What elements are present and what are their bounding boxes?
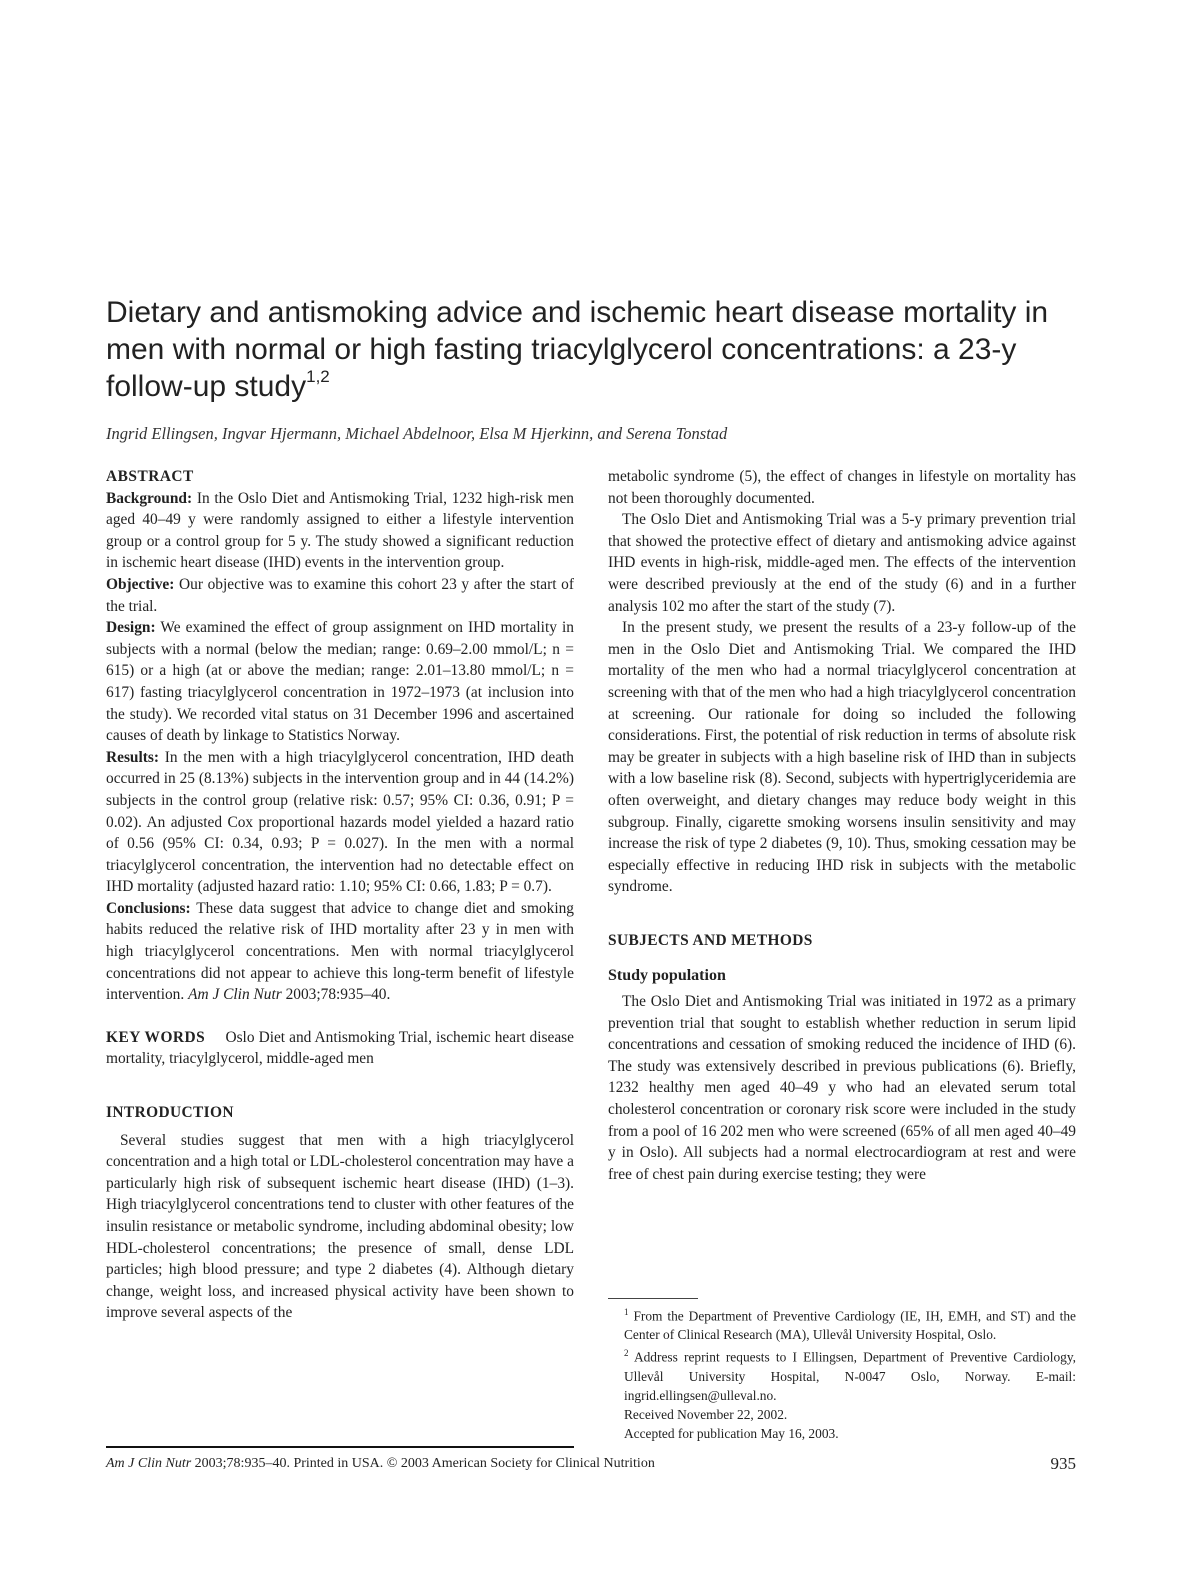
footnote-1-text: From the Department of Preventive Cardiology (IE, IH, EMH, and ST) and the Center of Clinical Research (MA), Ullevål University Hospital, Oslo. (624, 1308, 1076, 1343)
background-text: In the Oslo Diet and Antismoking Trial, 1232 high-risk men aged 40–49 y were randomly assigned to either a lifestyle intervention group or a control group for 5 y. The study showed a significant reduction in ischemic heart disease (IHD) events in the intervention group. (106, 489, 574, 572)
footnotes (608, 1298, 1076, 1443)
introduction-paragraph-1: Several studies suggest that men with a high triacylglycerol concentration and a high total or LDL-cholesterol concentration may have a particularly high risk of subsequent ischemic heart disease (IHD) (1–3). High triacylglycerol concentrations tend to cluster with other features of the insulin resistance or metabolic syndrome, including abdominal obesity; low HDL-cholesterol concentrations; the presence of small, dense LDL particles; high blood pressure; and type 2 diabetes (4). Although dietary change, weight loss, and increased physical activity have been shown to improve several aspects of the (106, 1131, 574, 1322)
methods-paragraph-1: The Oslo Diet and Antismoking Trial was initiated in 1972 as a primary prevention trial that sought to establish whether reduction in serum lipid concentrations and cessation of smoking reduced the incidence of IHD (6). The study was extensively described in previous publications (6). Briefly, 1232 healthy men aged 40–49 y who had an elevated serum total cholesterol concentration or coronary risk score were included in the study from a pool of 16 202 men who were screened (65% of all men aged 40–49 y in Oslo). All subjects had a normal electrocardiogram at rest and were free of chest pain during exercise testing; they were (608, 993, 1076, 1183)
footer-rule (106, 1446, 574, 1448)
introduction-paragraph-3: In the present study, we present the results of a 23-y follow-up of the men in the Oslo Diet and Antismoking Trial. We compared the IHD mortality of the men who had a normal triacylglycerol concentration at screening with that of the men who had a high triacylglycerol concentration at screening. Our rationale for doing so included the following considerations. First, the potential of risk reduction in terms of absolute risk may be greater in subjects with a high baseline risk of IHD than in subjects with a low baseline risk (8). Second, subjects with hypertriglyceridemia are often overweight, and dietary changes may reduce body weight in this subgroup. Finally, cigarette smoking worsens insulin sensitivity and may increase the risk of type 2 diabetes (9, 10). Thus, smoking cessation may be especially effective in reducing IHD risk in subjects with the metabolic syndrome. (608, 619, 1076, 896)
spacer (608, 951, 1076, 965)
keywords-label: KEY WORDS (106, 1028, 206, 1046)
footnote-2-text: Address reprint requests to I Ellingsen, Department of Preventive Cardiology, Ullevål University Hospital, N-0047 Oslo, Norway. E-mail: ingrid.ellingsen@ulleval.no. (624, 1349, 1077, 1403)
objective-label: Objective: (106, 575, 175, 593)
author-list: Ingrid Ellingsen, Ingvar Hjermann, Michael Abdelnoor, Elsa M Hjerkinn, and Serena Tonstad (106, 424, 728, 443)
spacer (106, 1070, 574, 1102)
abstract-results (106, 747, 574, 898)
footnote-rule (608, 1298, 698, 1299)
results-label: Results: (106, 748, 160, 766)
design-label: Design: (106, 619, 156, 637)
keywords-text: Oslo Diet and Antismoking Trial, ischemic heart disease mortality, triacylglycerol, middle-aged men (106, 1028, 574, 1068)
introduction-heading: INTRODUCTION (106, 1104, 234, 1122)
right-column (608, 466, 1076, 1185)
objective-text: Our objective was to examine this cohort 23 y after the start of the trial. (106, 575, 574, 615)
received-date: Received November 22, 2002. (624, 1406, 788, 1422)
footnote-2-mark: 2 (624, 1348, 629, 1359)
page-footer (106, 1456, 1076, 1472)
abstract-heading: ABSTRACT (106, 468, 194, 485)
abstract-background (106, 488, 574, 574)
design-text: We examined the effect of group assignment on IHD mortality in subjects with a normal (below the median; range: 0.69–2.00 mmol/L; n = 615) or a high (at or above the median; range: 2.01–13.80 mmol/L; n = 617) fasting triacylglycerol concentration in 1972–1973 (at inclusion into the study). We recorded vital status on 31 December 1996 and ascertained causes of death by linkage to Statistics Norway. (106, 619, 574, 745)
study-population-subheading: Study population (608, 967, 726, 985)
introduction-paragraph-2: The Oslo Diet and Antismoking Trial was a 5-y primary prevention trial that showed the protective effect of dietary and antismoking advice against IHD events in high-risk, middle-aged men. The effects of the intervention were described previously at the end of the study (6) and in a further analysis 102 mo after the start of the study (7). (608, 511, 1076, 615)
abstract-conclusions (106, 898, 574, 1006)
conclusions-text: These data suggest that advice to change diet and smoking habits reduced the relative risk of IHD mortality after 23 y in men with high triacylglycerol concentrations. Men with normal triacylglycerol concentrations did not appear to achieve this long-term benefit of lifestyle intervention. (106, 899, 574, 1004)
footnote-2 (608, 1344, 1076, 1404)
article-title (106, 294, 1096, 405)
footnote-1 (608, 1303, 1076, 1344)
page-number: 935 (1050, 1454, 1076, 1473)
introduction-paragraph-1-continued: metabolic syndrome (5), the effect of changes in lifestyle on mortality has not been thoroughly documented. (608, 468, 1076, 507)
methods-heading: SUBJECTS AND METHODS (608, 931, 813, 949)
footnote-1-mark: 1 (624, 1307, 629, 1317)
title-footnote-marks[interactable]: 1,2 (306, 367, 330, 386)
abstract-citation-details: 2003;78:935–40. (285, 986, 391, 1004)
abstract-design (106, 617, 574, 747)
footer-journal: Am J Clin Nutr (106, 1456, 192, 1471)
conclusions-label: Conclusions: (106, 899, 191, 917)
title-text: Dietary and antismoking advice and ischemic heart disease mortality in men with normal or high fasting triacylglycerol concentrations: a 23-y follow-up study (106, 296, 1049, 403)
accepted-date: Accepted for publication May 16, 2003. (624, 1425, 839, 1441)
spacer (608, 898, 1076, 930)
keywords (106, 1027, 574, 1070)
spacer (106, 1006, 574, 1027)
results-text: In the men with a high triacylglycerol concentration, IHD death occurred in 25 (8.13%) subjects in the intervention group and in 44 (14.2%) subjects in the control group (relative risk: 0.57; 95% CI: 0.36, 0.91; P = 0.02). An adjusted Cox proportional hazards model yielded a hazard ratio of 0.56 (95% CI: 0.34, 0.93; P = 0.027). In the men with a normal triacylglycerol concentration, the intervention had no detectable effect on IHD mortality (adjusted hazard ratio: 1.10; 95% CI: 0.66, 1.83; P = 0.7). (106, 748, 574, 896)
abstract-citation-journal: Am J Clin Nutr (188, 986, 282, 1004)
background-label: Background: (106, 489, 193, 507)
footer-details: 2003;78:935–40. Printed in USA. © 2003 American Society for Clinical Nutrition (194, 1456, 655, 1471)
abstract-objective (106, 574, 574, 617)
left-column (106, 466, 574, 1324)
